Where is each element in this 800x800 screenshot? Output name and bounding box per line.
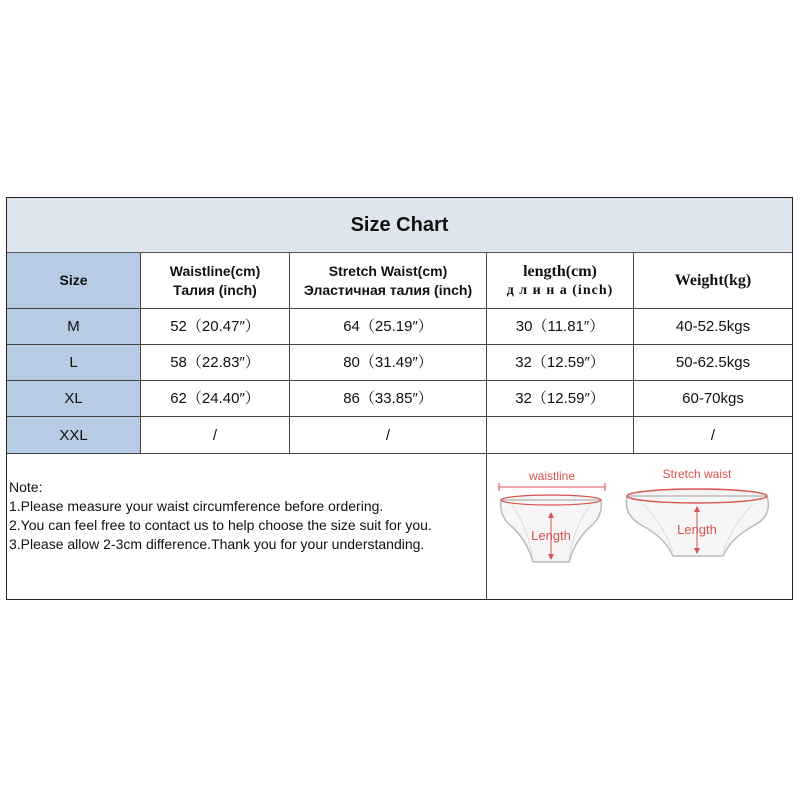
weight-cell: 50-62.5kgs xyxy=(675,354,751,371)
size-chart xyxy=(6,197,793,600)
stretch-cell: 64（25.19″） xyxy=(343,318,433,335)
length-cell: 32（12.59″） xyxy=(515,390,605,407)
stretch-cell: 86（33.85″） xyxy=(343,390,433,407)
header-length-cm: length(cm) xyxy=(523,262,597,280)
header-length xyxy=(487,253,633,308)
note-item: 3.Please allow 2-3cm difference.Thank you for your understanding. xyxy=(9,536,425,552)
header-waistline-cm: Waistline(cm) xyxy=(169,262,261,279)
header-stretch-waist xyxy=(290,253,486,308)
size-cell: M xyxy=(7,309,140,344)
divider xyxy=(633,253,634,453)
weight-cell: / xyxy=(710,426,716,444)
length-label: Length xyxy=(677,522,717,537)
note-item: 1.Please measure your waist circumference before ordering. xyxy=(9,498,384,514)
header-waistline-inch: Талия (inch) xyxy=(173,281,257,298)
header-size: Size xyxy=(7,253,140,308)
divider xyxy=(7,308,792,309)
stretch-waist-label: Stretch waist xyxy=(662,467,732,481)
waist-cell: 58（22.83″） xyxy=(170,354,260,371)
size-cell: XXL xyxy=(7,417,140,453)
length-cell: 30（11.81″） xyxy=(515,318,605,335)
stretch-cell: / xyxy=(385,426,391,444)
divider xyxy=(7,380,792,381)
waist-cell: 52（20.47″） xyxy=(170,318,260,335)
length-label: Length xyxy=(531,528,571,543)
briefs-diagram xyxy=(487,454,792,599)
header-weight: Weight(kg) xyxy=(674,272,752,289)
weight-cell: 40-52.5kgs xyxy=(675,318,751,335)
waistline-label: waistline xyxy=(528,469,576,483)
divider xyxy=(140,253,141,453)
waist-cell: 62（24.40″） xyxy=(170,390,260,407)
length-cell: 32（12.59″） xyxy=(515,354,605,371)
notes xyxy=(9,478,485,554)
notes-heading: Note: xyxy=(9,479,43,495)
divider xyxy=(7,344,792,345)
header-stretch-cm: Stretch Waist(cm) xyxy=(328,262,448,279)
divider xyxy=(289,253,290,453)
header-waistline xyxy=(141,253,289,308)
note-item: 2.You can feel free to contact us to help choose the size suit for you. xyxy=(9,517,432,533)
measurement-illustration xyxy=(487,454,792,599)
chart-title: Size Chart xyxy=(7,198,792,253)
divider xyxy=(7,416,792,417)
header-stretch-inch: Эластичная талия (inch) xyxy=(303,281,473,298)
length-cell xyxy=(487,417,633,453)
waist-cell: / xyxy=(212,426,218,444)
size-cell: XL xyxy=(7,381,140,416)
header-length-inch: д л и н а (inch) xyxy=(506,282,614,298)
stretch-waist-briefs xyxy=(626,467,768,556)
stretch-cell: 80（31.49″） xyxy=(343,354,433,371)
weight-cell: 60-70kgs xyxy=(682,390,744,407)
size-cell: L xyxy=(7,345,140,380)
waistline-briefs xyxy=(499,469,605,562)
